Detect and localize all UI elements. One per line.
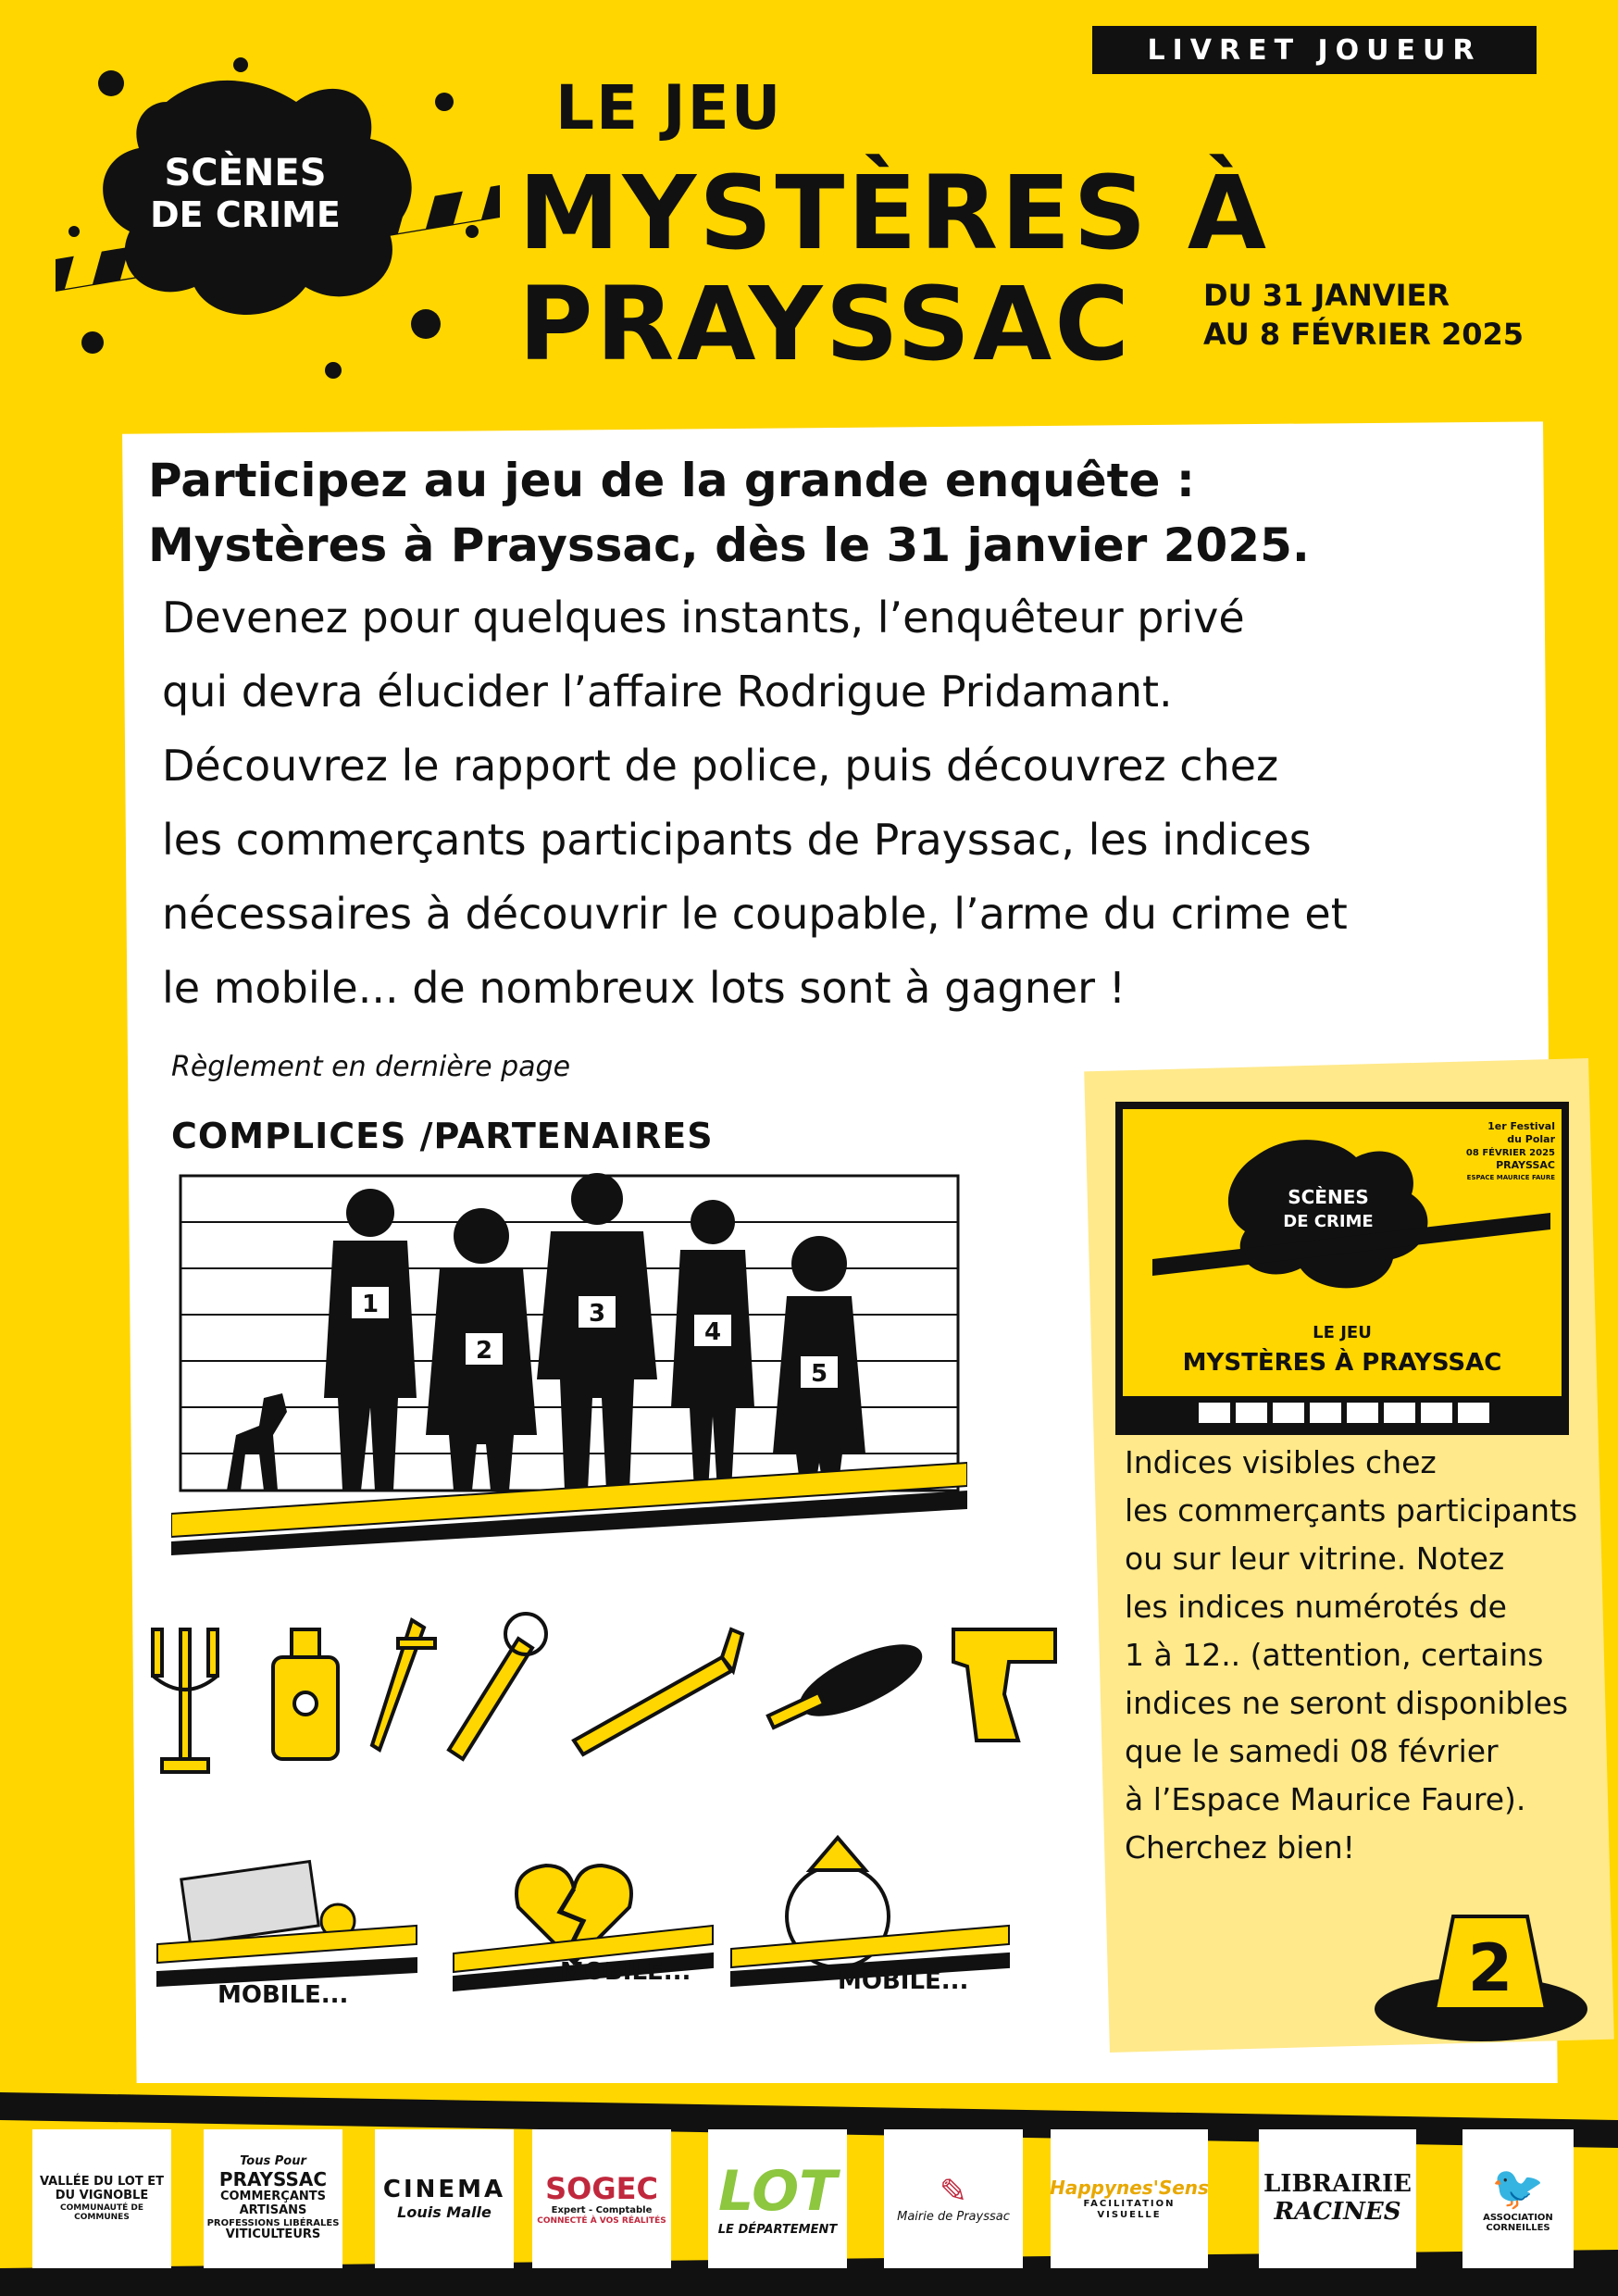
sponsor-text: LOT (717, 2159, 838, 2225)
poster-title-line1: LE JEU (1313, 1323, 1372, 1342)
mairie-pen-icon: ✎ (939, 2172, 968, 2211)
candlestick-icon (153, 1629, 218, 1772)
suspect-number: 4 (703, 1318, 722, 1346)
sponsor-text: Happynes'Sens (1050, 2177, 1209, 2199)
suspect-number: 3 (588, 1300, 606, 1328)
sponsor-logo (1462, 2129, 1574, 2268)
poster-logo-line2: DE CRIME (1283, 1212, 1374, 1231)
clue-text-line: Cherchez bien! (1125, 1829, 1355, 1866)
wrench-icon (449, 1614, 546, 1759)
sponsor-text: FACILITATION VISUELLE (1083, 2199, 1176, 2220)
sponsor-text: COMMUNAUTÉ DE COMMUNES (59, 2202, 144, 2222)
body-line: le mobile... de nombreux lots sont à gagner ! (162, 963, 1126, 1013)
sponsor-text: Louis Malle (397, 2202, 492, 2221)
game-poster-thumbnail (1115, 1102, 1569, 1435)
sponsor-text: VITICULTEURS (225, 2227, 321, 2242)
sponsor-text: LE DÉPARTEMENT (717, 2223, 838, 2238)
evidence-marker-icon (1370, 1889, 1592, 2046)
motives-row (139, 1833, 1018, 2055)
body-line: les commerçants participants de Prayssac, les indices (162, 815, 1312, 865)
poison-bottle-icon (273, 1629, 338, 1759)
sponsor-text: ARTISANS (239, 2202, 307, 2217)
suspect-number: 5 (810, 1360, 828, 1388)
sponsor-text: Expert - Comptable (551, 2205, 653, 2216)
sponsor-logo (204, 2129, 342, 2268)
livret-joueur-badge: LIVRET JOUEUR (1092, 26, 1537, 74)
marker-number: 2 (1467, 1930, 1513, 2006)
clue-text-line: Indices visibles chez (1125, 1444, 1437, 1480)
weapons-row (130, 1592, 1064, 1778)
motive-label: MOBILE... (838, 1967, 969, 1995)
sponsor-logo (532, 2129, 671, 2268)
sponsor-text: PROFESSIONS LIBÉRALES (206, 2217, 340, 2228)
suspect-number: 1 (361, 1291, 380, 1318)
sponsor-text: CINEMA (382, 2175, 506, 2203)
sponsor-logo (375, 2129, 514, 2268)
paddle-icon (768, 1633, 929, 1728)
poster-logo-line1: SCÈNES (1288, 1186, 1369, 1208)
festival-line: 1er Festival (1487, 1120, 1555, 1132)
logo-line1: SCÈNES (164, 152, 327, 194)
sponsor-text: VALLÉE DU LOT ET DU VIGNOBLE (40, 2174, 164, 2202)
sponsor-logo (32, 2129, 171, 2268)
clue-text-line: à l’Espace Maurice Faure). (1125, 1781, 1526, 1817)
date-end: AU 8 FÉVRIER 2025 (1203, 317, 1525, 352)
dagger-icon (372, 1620, 435, 1750)
sponsor-text: RACINES (1274, 2198, 1401, 2226)
sponsor-text: CORNEILLES (1486, 2223, 1550, 2234)
title-line3: PRAYSSAC (518, 265, 1132, 383)
sponsor-text: SOGEC (545, 2170, 658, 2206)
sponsor-text: LIBRAIRIE (1263, 2170, 1412, 2199)
festival-line: ESPACE MAURICE FAURE (1466, 1174, 1555, 1181)
body-line: Découvrez le rapport de police, puis découvrez chez (162, 741, 1279, 791)
clue-text-line: 1 à 12.. (attention, certains (1125, 1637, 1544, 1673)
motive-label: MOBILE... (218, 1981, 349, 2009)
crow-icon: 🐦 (1491, 2163, 1545, 2214)
body-line: nécessaires à découvrir le coupable, l’arme du crime et (162, 889, 1348, 939)
poster-title-line2: MYSTÈRES À PRAYSSAC (1182, 1349, 1502, 1377)
scenes-de-crime-logo (56, 46, 500, 398)
festival-line: du Polar (1507, 1133, 1555, 1145)
clue-text-line: indices ne seront disponibles (1125, 1685, 1569, 1721)
clue-text-line: les indices numérotés de (1125, 1589, 1507, 1625)
clue-text-line: ou sur leur vitrine. Notez (1125, 1541, 1505, 1577)
sponsor-logo (884, 2129, 1023, 2268)
body-line: qui devra élucider l’affaire Rodrigue Pridamant. (162, 667, 1173, 717)
date-start: DU 31 JANVIER (1203, 278, 1450, 313)
pistol-icon (953, 1629, 1055, 1741)
sponsor-text: CONNECTÉ À VOS RÉALITÉS (537, 2215, 666, 2226)
motive-label: MOBILE... (560, 1958, 691, 1986)
logo-line2: DE CRIME (150, 194, 341, 235)
sponsor-logo (1051, 2129, 1208, 2268)
festival-line: PRAYSSAC (1496, 1159, 1555, 1171)
rules-note: Règlement en dernière page (171, 1051, 571, 1083)
clue-text-line: que le samedi 08 février (1125, 1733, 1499, 1769)
sponsor-text: COMMERÇANTS (219, 2189, 327, 2203)
sponsor-logo (1259, 2129, 1416, 2268)
clue-text-line: les commerçants participants (1125, 1492, 1578, 1529)
body-line: Devenez pour quelques instants, l’enquêteur privé (162, 593, 1245, 643)
crowbar-icon (574, 1629, 742, 1754)
suspect-lineup (171, 1157, 967, 1555)
sponsor-text: Tous Pour (240, 2153, 306, 2168)
lead-line1: Participez au jeu de la grande enquête : (148, 454, 1195, 507)
festival-line: 08 FÉVRIER 2025 (1465, 1148, 1555, 1158)
sponsor-logo (708, 2129, 847, 2268)
sponsor-text: Mairie de Prayssac (897, 2210, 1010, 2225)
suspect-number: 2 (475, 1337, 493, 1365)
sponsor-text: PRAYSSAC (218, 2167, 328, 2190)
partners-heading: COMPLICES /PARTENAIRES (171, 1116, 714, 1156)
lead-line2: Mystères à Prayssac, dès le 31 janvier 2025. (148, 518, 1310, 572)
sponsor-text: ASSOCIATION (1483, 2212, 1553, 2223)
title-line2: MYSTÈRES À (518, 154, 1270, 272)
title-line1: LE JEU (555, 72, 783, 144)
